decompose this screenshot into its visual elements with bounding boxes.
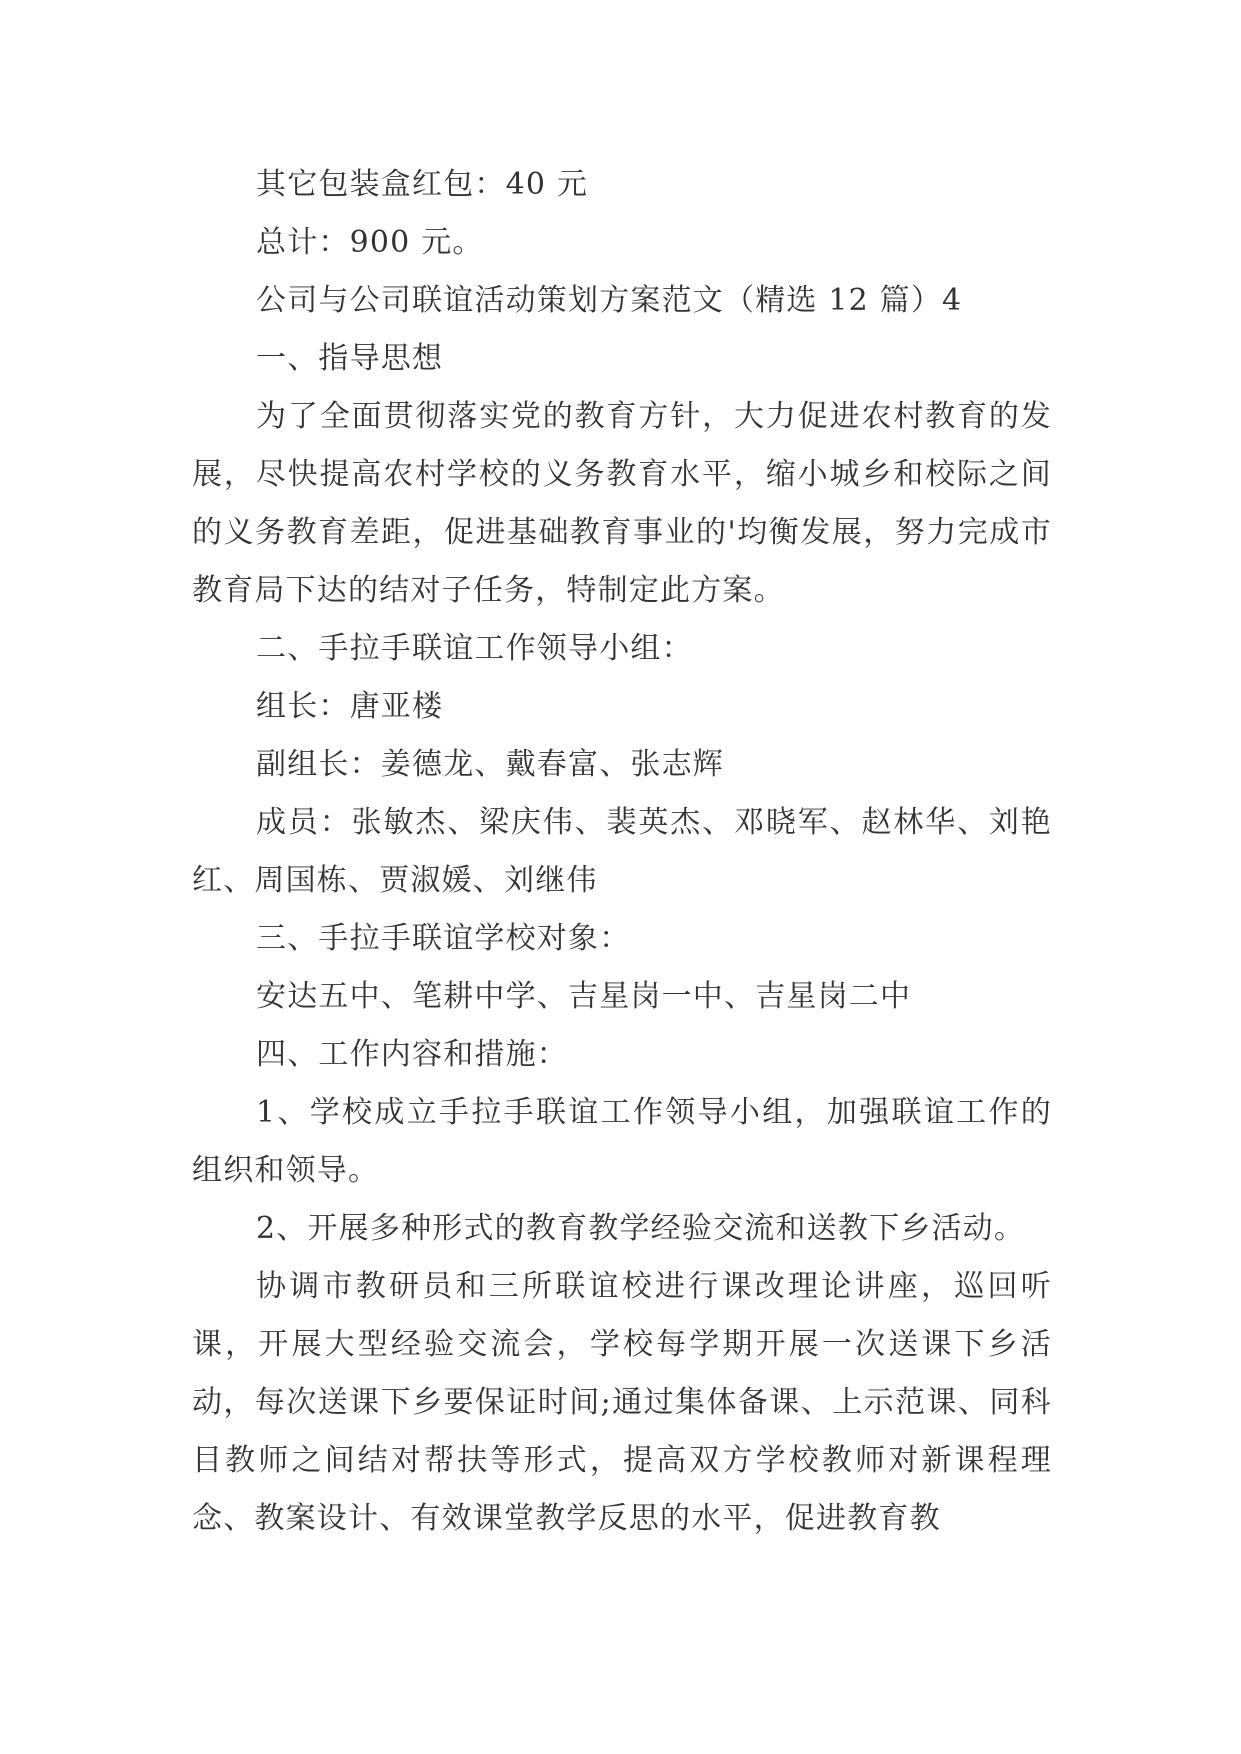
- heading-guiding-ideology: 一、指导思想: [256, 341, 444, 376]
- paragraph-coordination: 协调市教研员和三所联谊校进行课改理论讲座，巡回听课，开展大型经验交流会，学校每学期开展一次送课下乡活动，每次送课下乡要保证时间;通过集体备课、上示范课、同科目教师之间结对帮扶等形式，提高双方学校教师对新课程理念、教案设计、有效课堂教学反思的水平，促进教育教: [192, 1269, 1052, 1536]
- paragraph-item-1: 1、学校成立手拉手联谊工作领导小组，加强联谊工作的组织和领导。: [192, 1095, 1052, 1188]
- heading-work-content: 四、工作内容和措施：: [256, 1037, 568, 1072]
- paragraph-packaging-cost: 其它包装盒红包：40 元: [256, 167, 589, 202]
- heading-partner-schools: 三、手拉手联谊学校对象：: [256, 921, 631, 956]
- paragraph-item-2: 2、开展多种形式的教育教学经验交流和送教下乡活动。: [256, 1211, 1026, 1246]
- paragraph-purpose: 为了全面贯彻落实党的教育方针，大力促进农村教育的发展，尽快提高农村学校的义务教育水平，缩小城乡和校际之间的义务教育差距，促进基础教育事业的'均衡发展，努力完成市教育局下达的结对子任务，特制定此方案。: [192, 399, 1052, 608]
- paragraph-members: 成员：张敏杰、梁庆伟、裴英杰、邓晓军、赵林华、刘艳红、周国栋、贾淑媛、刘继伟: [192, 805, 1052, 898]
- section-heading-title: 公司与公司联谊活动策划方案范文（精选 12 篇）4: [256, 283, 963, 318]
- paragraph-total: 总计：900 元。: [256, 225, 484, 260]
- paragraph-school-list: 安达五中、笔耕中学、吉星岗一中、吉星岗二中: [256, 979, 912, 1014]
- document-body: [192, 156, 1052, 1548]
- paragraph-deputy-leaders: 副组长：姜德龙、戴春富、张志辉: [256, 747, 724, 782]
- paragraph-leader: 组长：唐亚楼: [256, 689, 444, 724]
- heading-leadership-group: 二、手拉手联谊工作领导小组：: [256, 631, 693, 666]
